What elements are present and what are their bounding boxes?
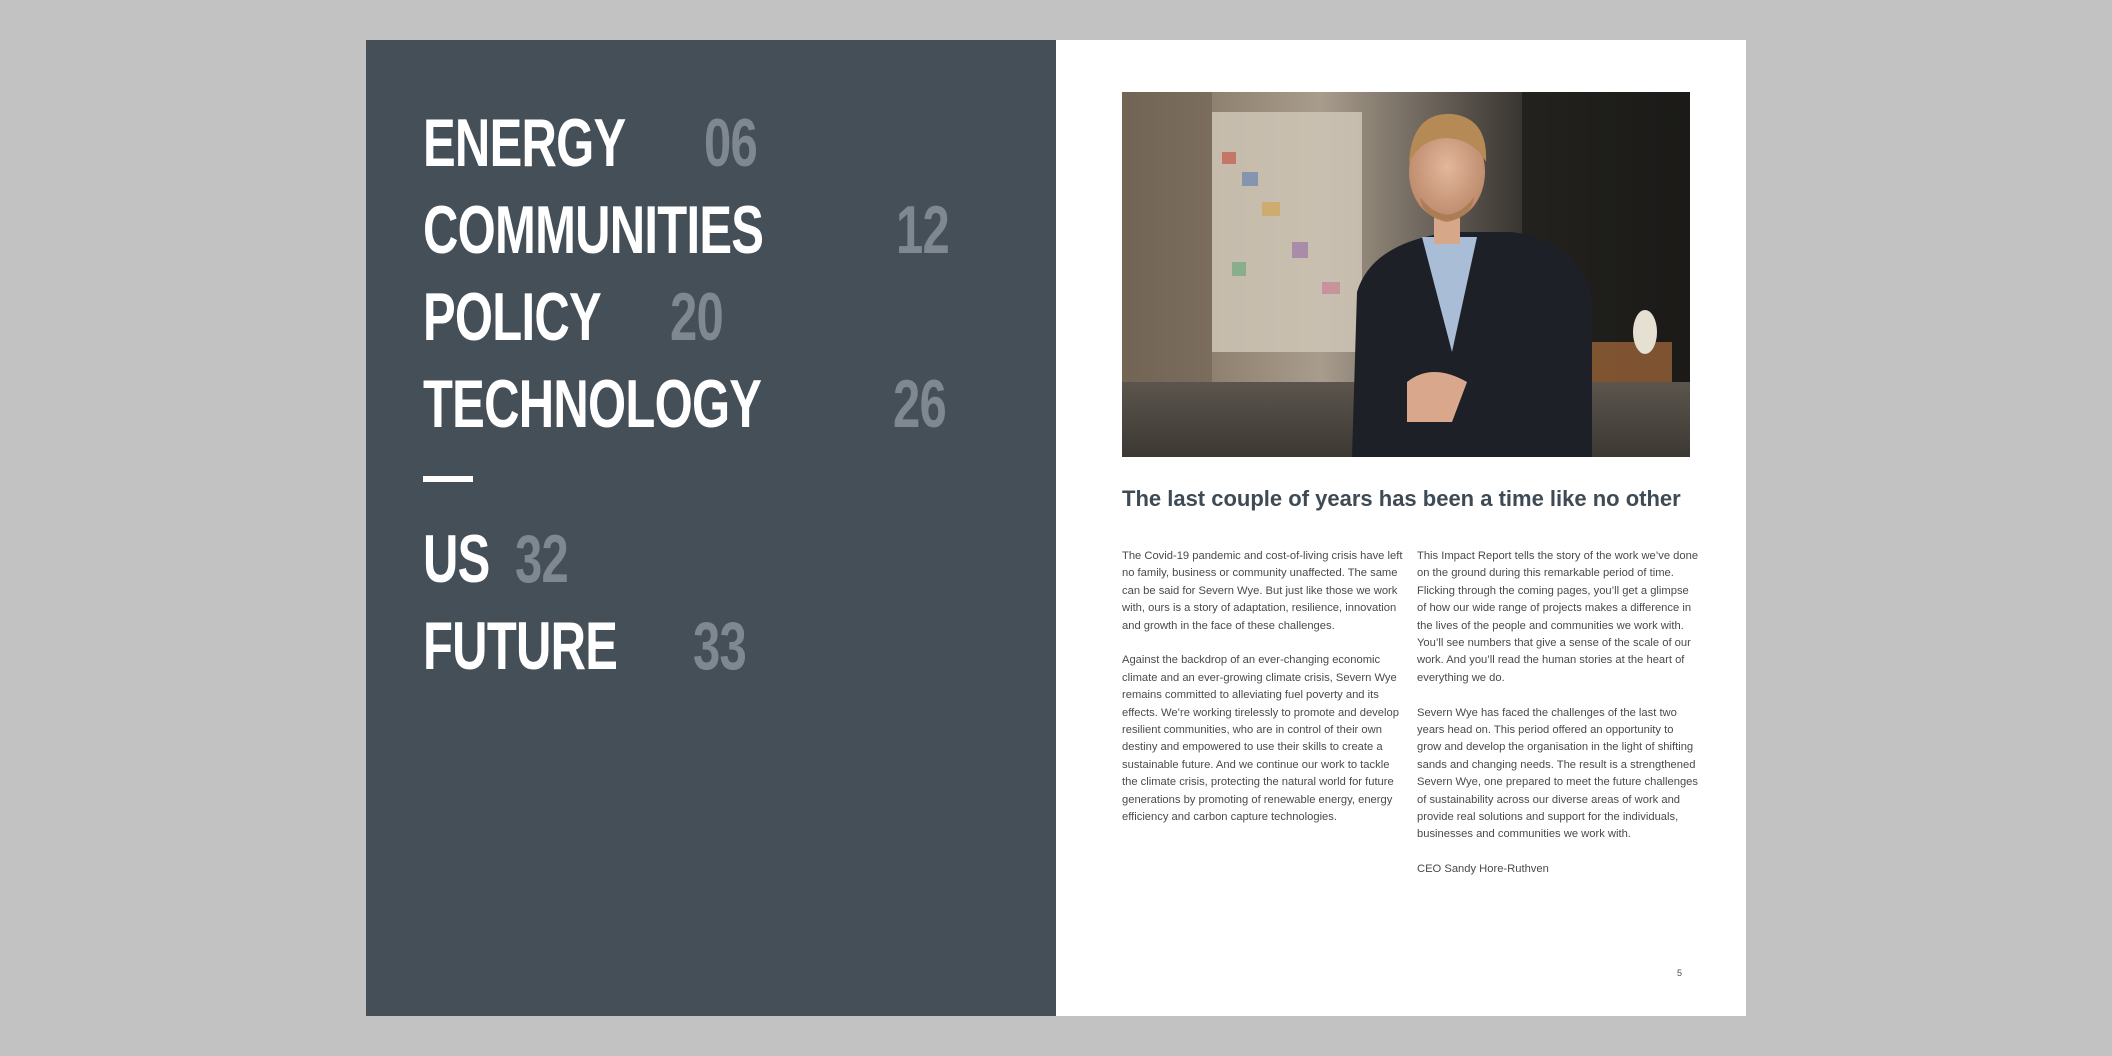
toc-page-number: 32 (515, 521, 569, 597)
article-column-right (1417, 548, 1699, 896)
paragraph: The Covid-19 pandemic and cost-of-living crisis have left no family, business or community unaffected. The same can be said for Severn Wye. But just like those we work with, ours is a story of adaptation, resilience, innovation and growth in the face of these challenges. (1122, 550, 1403, 632)
toc-entry-future[interactable] (423, 603, 969, 690)
toc-label: FUTURE (423, 608, 618, 684)
brochure-spread (366, 40, 1746, 1016)
page-number: 5 (1677, 968, 1683, 978)
toc-page-number: 33 (692, 608, 746, 684)
paragraph: This Impact Report tells the story of the work we’ve done on the ground during this remarkable period of time. Flicking through the coming pages, you’ll get a glimpse of how our wide range of projects makes a difference in the lives of the people and communities we work with. You’ll see numbers that give a sense of the scale of our work. And you’ll read the human stories at the heart of everything we do. (1417, 550, 1699, 684)
toc-page-number: 06 (704, 105, 758, 181)
paragraph: Against the backdrop of an ever-changing economic climate and an ever-growing climate crisis, Severn Wye remains committed to alleviating fuel poverty and its effects. We’re working tirelessly to promote and develop resilient communities, who are in control of their own destiny and empowered to use their skills to create a sustainable future. And we continue our work to tackle the climate crisis, protecting the natural world for future generations by promoting of renewable energy, energy efficiency and carbon capture technologies. (1122, 654, 1399, 824)
article-heading: The last couple of years has been a time like no other (1122, 486, 1681, 511)
paragraph: Severn Wye has faced the challenges of the last two years head on. This period offered an opportunity to grow and develop the organisation in the light of shifting sands and changing needs. The result is a strengthened Severn Wye, one prepared to meet the future challenges of sustainability across our diverse areas of work and provide real solutions and support for the individuals, businesses and communities we work with. (1417, 706, 1698, 841)
toc-label: US (423, 521, 490, 597)
toc-divider (423, 476, 473, 482)
toc-entry-policy[interactable] (423, 274, 969, 361)
toc-page-number: 26 (892, 366, 946, 442)
signature: CEO Sandy Hore-Ruthven (1417, 863, 1549, 876)
contents-page (366, 40, 1056, 1016)
toc-page-number: 12 (895, 192, 949, 268)
intro-page (1056, 40, 1746, 1016)
toc-label: POLICY (423, 279, 601, 355)
toc-label: TECHNOLOGY (423, 366, 762, 442)
toc-entry-technology[interactable] (423, 361, 969, 448)
toc-entry-energy[interactable] (423, 100, 969, 187)
toc-label: COMMUNITIES (423, 192, 764, 268)
ceo-portrait-photo (1122, 92, 1690, 457)
article-column-left (1122, 548, 1404, 844)
toc-entry-us[interactable] (423, 516, 969, 603)
table-of-contents (423, 100, 969, 690)
toc-entry-communities[interactable] (423, 187, 969, 274)
toc-page-number: 20 (670, 279, 724, 355)
toc-label: ENERGY (423, 105, 626, 181)
